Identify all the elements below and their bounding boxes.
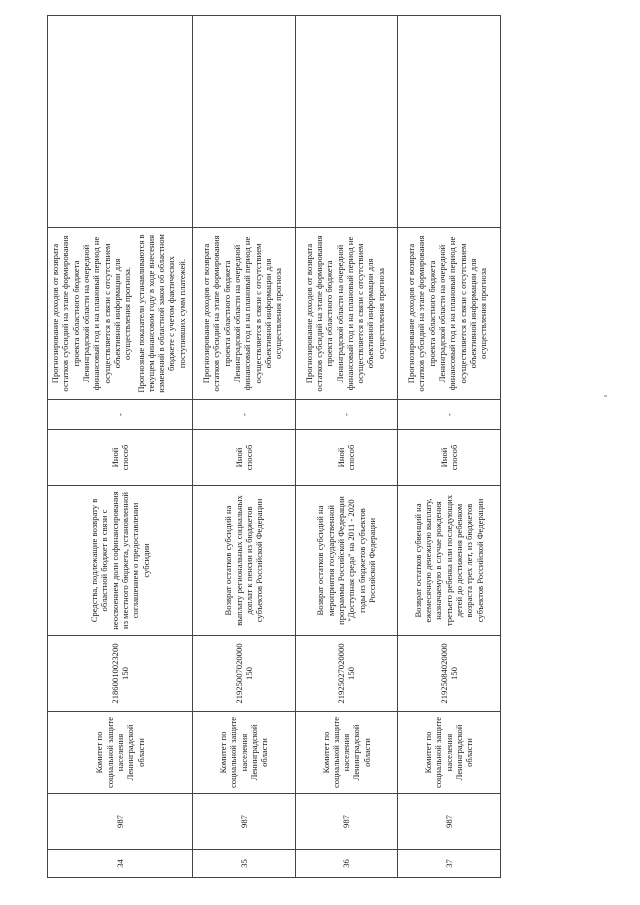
empty-cell	[48, 16, 193, 228]
calculation-method: Иной способ	[398, 430, 501, 486]
administrator-name: Комитет по социальной защите населения Ленинградской области	[193, 712, 296, 794]
revenue-forecast-table	[47, 15, 501, 878]
description-paragraph: Прогнозирование доходов от возврата остатков субсидий на этапе формирования проекта областного бюджета Ленинградской области на очередной финансовый год и на плановый период не осуществляется в связи с отсутствием объективной информации для осуществления прогноза	[201, 235, 284, 392]
administrator-name: Комитет по социальной защите населения Ленинградской области	[48, 712, 193, 794]
formula-dash: -	[48, 400, 193, 430]
table-body	[48, 16, 501, 878]
row-number: 36	[295, 850, 398, 878]
table-row	[48, 16, 193, 878]
revenue-name: Средства, подлежащие возврату в областной бюджет в связи с неосвоением доли софинансирования из местного бюджета, установленной соглашением о предоставлении субсидии	[48, 486, 193, 636]
scan-artifact	[604, 395, 607, 397]
description-paragraph: Прогнозирование доходов от возврата остатков субсидий на этапе формирования проекта областного бюджета Ленинградской области на очередной финансовый год и на плановый период не осуществляется в связи с отсутствием объективной информации для осуществления прогноза.	[50, 235, 133, 392]
formula-dash: -	[193, 400, 296, 430]
admin-code: 987	[193, 794, 296, 850]
revenue-name: Возврат остатков субсидий на выплату региональных социальных доплат к пенсии из бюджетов субъектов Российской Федерации	[193, 486, 296, 636]
forecast-description	[48, 228, 193, 400]
budget-classification-code: 21925027020000 150	[295, 636, 398, 712]
calculation-method: Иной способ	[295, 430, 398, 486]
forecast-description	[295, 228, 398, 400]
description-paragraph: Прогнозирование доходов от возврата остатков субсидий на этапе формирования проекта областного бюджета Ленинградской области на очередной финансовый год и на плановый период не осуществляется в связи с отсутствием объективной информации для осуществления прогноза	[406, 235, 489, 392]
table-row	[295, 16, 398, 878]
description-paragraph: Прогнозные показатели устанавливаются в текущем финансовом году в ходе внесения изменений в областной закон об областном бюджете с учетом фактических поступивших сумм платежей.	[135, 234, 187, 393]
revenue-name: Возврат остатков субвенций на ежемесячную денежную выплату, назначаемую в случае рождения третьего ребенка или последующих детей до достижения ребенком возраста трех лет, из бюджетов субъектов Российской Федерации	[398, 486, 501, 636]
empty-cell	[193, 16, 296, 228]
rotated-table-container	[47, 16, 489, 878]
description-paragraph: Прогнозирование доходов от возврата остатков субсидий на этапе формирования проекта областного бюджета Ленинградской области на очередной финансовый год и на плановый период не осуществляется в связи с отсутствием объективной информации для осуществления прогноза	[303, 235, 386, 392]
calculation-method: Иной способ	[48, 430, 193, 486]
forecast-description	[398, 228, 501, 400]
table-row	[193, 16, 296, 878]
row-number: 37	[398, 850, 501, 878]
administrator-name: Комитет по социальной защите населения Ленинградской области	[398, 712, 501, 794]
revenue-name: Возврат остатков субсидий на мероприятия государственной программы Российской Федерации "Доступная среда" на 2011 - 2020 годы из бюджетов субъектов Российской Федерации	[295, 486, 398, 636]
calculation-method: Иной способ	[193, 430, 296, 486]
admin-code: 987	[398, 794, 501, 850]
budget-classification-code: 21925007020000 150	[193, 636, 296, 712]
row-number: 35	[193, 850, 296, 878]
admin-code: 987	[48, 794, 193, 850]
budget-classification-code: 21860010023200 150	[48, 636, 193, 712]
budget-classification-code: 21925084020000 150	[398, 636, 501, 712]
formula-dash: -	[295, 400, 398, 430]
forecast-description	[193, 228, 296, 400]
empty-cell	[295, 16, 398, 228]
table-row	[398, 16, 501, 878]
admin-code: 987	[295, 794, 398, 850]
administrator-name: Комитет по социальной защите населения Ленинградской области	[295, 712, 398, 794]
row-number: 34	[48, 850, 193, 878]
formula-dash: -	[398, 400, 501, 430]
empty-cell	[398, 16, 501, 228]
